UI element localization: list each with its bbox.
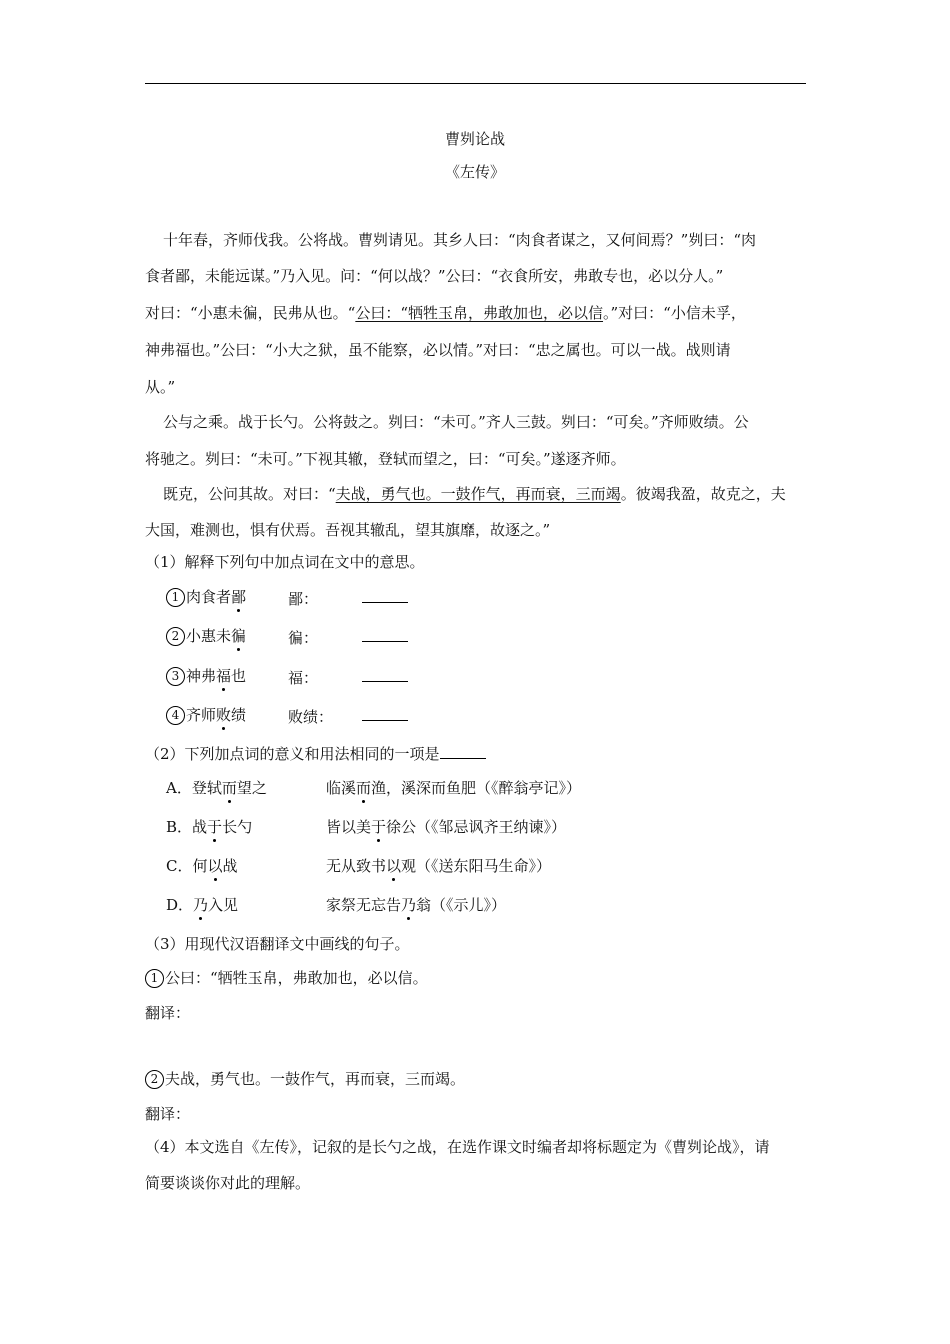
dotted-word: 福 [216, 667, 232, 685]
q3-sentence-1: 1 公曰：“牺牲玉帛，弗敢加也，必以信。 [145, 967, 428, 988]
passage-line: 公与之乘。战于长勺。公将鼓之。刿曰：“未可。”齐人三鼓。刿曰：“可矣。”齐师败绩。公 [163, 413, 749, 431]
page-title: 曹刿论战 [444, 130, 505, 148]
q1-word-label: 徧： [288, 629, 319, 647]
passage-line: 既克，公问其故。对曰：“夫战，勇气也。一鼓作气，再而衰，三而竭。彼竭我盈，故克之，夫 [163, 485, 786, 503]
passage-line: 十年春，齐师伐我。公将战。曹刿请见。其乡人曰：“肉食者谋之，又何间焉？”刿曰：“肉 [163, 231, 757, 249]
passage-line: 食者鄙，未能远谋。”乃入见。问：“何以战？”公曰：“衣食所安，弗敢专也，必以分人。” [145, 267, 724, 285]
question-3-prompt: （3）用现代汉语翻译文中画线的句子。 [145, 935, 410, 953]
question-1-prompt: （1）解释下列句中加点词在文中的意思。 [145, 553, 425, 571]
passage-line: 从。” [145, 378, 176, 396]
q1-answer-blank[interactable] [362, 706, 408, 725]
q1-answer-blank[interactable] [362, 667, 408, 686]
q1-item: 3 神弗福也 [166, 665, 246, 686]
circled-number: 2 [145, 1070, 164, 1089]
q1-answer-blank[interactable] [362, 627, 408, 646]
q2-option-a[interactable]: A．登轼而望之 [166, 779, 267, 797]
dotted-word: 败 [216, 706, 232, 724]
source-subtitle: 《左传》 [444, 163, 505, 181]
question-2-prompt: （2）下列加点词的意义和用法相同的一项是 [145, 743, 486, 764]
q2-answer-blank[interactable] [440, 744, 486, 759]
q1-word-label: 败绩： [288, 708, 334, 726]
q2-option-b-compare: 皆以美于徐公（《邹忌讽齐王纳谏》） [326, 818, 567, 836]
q2-option-d-compare: 家祭无忘告乃翁（《示儿》） [326, 896, 507, 914]
q1-item: 4 齐师败绩 [166, 704, 246, 725]
circled-number: 3 [166, 667, 185, 686]
header-rule [145, 83, 806, 84]
passage-line: 大国，难测也，惧有伏焉。吾视其辙乱，望其旗靡，故逐之。” [145, 521, 551, 539]
passage-line: 将驰之。刿曰：“未可。”下视其辙，登轼而望之，曰：“可矣。”遂逐齐师。 [145, 450, 626, 468]
q2-option-b[interactable]: B．战于长勺 [166, 818, 253, 836]
circled-number: 1 [166, 588, 185, 607]
q1-answer-blank[interactable] [362, 588, 408, 607]
q2-option-c[interactable]: C．何以战 [166, 857, 238, 875]
circled-number: 4 [166, 706, 185, 725]
dotted-word: 鄙 [231, 588, 247, 606]
underlined-sentence-2: 夫战，勇气也。一鼓作气，再而衰，三而竭 [335, 485, 621, 503]
dotted-word: 徧 [231, 627, 247, 645]
passage-line: 对曰：“小惠未徧，民弗从也。“公曰：“牺牲玉帛，弗敢加也，必以信。”对曰：“小信未孚， [145, 304, 746, 322]
circled-number: 1 [145, 969, 164, 988]
q1-word-label: 福： [288, 669, 319, 687]
q1-item: 2 小惠未徧 [166, 625, 246, 646]
q2-option-c-compare: 无从致书以观（《送东阳马生命》） [326, 857, 552, 875]
q3-translate-label-2: 翻译： [145, 1105, 191, 1123]
q3-sentence-2: 2 夫战，勇气也。一鼓作气，再而衰，三而竭。 [145, 1068, 465, 1089]
q2-option-d[interactable]: D．乃入见 [166, 896, 239, 914]
question-4-prompt: （4）本文选自《左传》，记叙的是长勺之战，在选作课文时编者却将标题定为《曹刿论战》，请 [145, 1138, 770, 1156]
q1-item: 1 肉食者鄙 [166, 586, 246, 607]
q2-option-a-compare: 临溪而渔，溪深而鱼肥（《醉翁亭记》） [326, 779, 582, 797]
q3-translate-label-1: 翻译： [145, 1004, 191, 1022]
passage-line: 神弗福也。”公曰：“小大之狱，虽不能察，必以情。”对曰：“忠之属也。可以一战。战则请 [145, 341, 731, 359]
circled-number: 2 [166, 627, 185, 646]
underlined-sentence-1: 公曰：“牺牲玉帛，弗敢加也，必以信 [355, 304, 604, 322]
q1-word-label: 鄙： [288, 590, 319, 608]
question-4-prompt-cont: 简要谈谈你对此的理解。 [145, 1174, 311, 1192]
